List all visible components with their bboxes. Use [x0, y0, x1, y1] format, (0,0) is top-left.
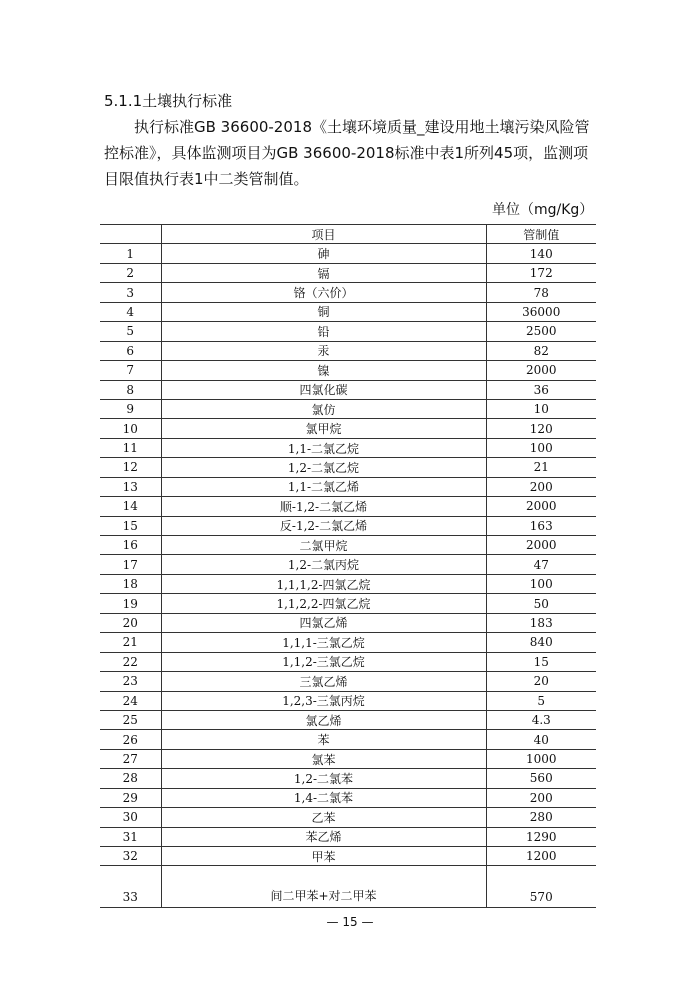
table-row	[100, 847, 596, 866]
table-row	[100, 574, 596, 593]
row-item: 四氯乙烯	[161, 613, 486, 632]
table-row	[100, 283, 596, 302]
row-item: 铬（六价）	[161, 283, 486, 302]
row-limit: 120	[486, 419, 596, 438]
row-number: 21	[100, 633, 161, 652]
row-item: 反-1,2-二氯乙烯	[161, 516, 486, 535]
row-number: 9	[100, 399, 161, 418]
row-number: 8	[100, 380, 161, 399]
row-number: 1	[100, 244, 161, 263]
table-row	[100, 672, 596, 691]
row-number: 31	[100, 827, 161, 846]
row-limit: 200	[486, 788, 596, 807]
table-row	[100, 361, 596, 380]
row-item: 甲苯	[161, 847, 486, 866]
row-number: 11	[100, 438, 161, 457]
row-limit: 1000	[486, 749, 596, 768]
row-item: 氯仿	[161, 399, 486, 418]
row-number: 14	[100, 497, 161, 516]
row-item: 1,4-二氯苯	[161, 788, 486, 807]
standard-description	[104, 114, 594, 192]
row-number: 22	[100, 652, 161, 671]
row-item: 1,1,1-三氯乙烷	[161, 633, 486, 652]
row-limit: 2000	[486, 536, 596, 555]
row-limit: 21	[486, 458, 596, 477]
row-number: 6	[100, 341, 161, 360]
row-number: 32	[100, 847, 161, 866]
row-number: 26	[100, 730, 161, 749]
limit-values-table	[100, 224, 596, 908]
row-number: 5	[100, 322, 161, 341]
row-item: 1,2-二氯乙烷	[161, 458, 486, 477]
row-item: 乙苯	[161, 808, 486, 827]
table-row	[100, 438, 596, 457]
row-number: 27	[100, 749, 161, 768]
row-number: 12	[100, 458, 161, 477]
row-item: 1,1-二氯乙烯	[161, 477, 486, 496]
row-limit: 183	[486, 613, 596, 632]
row-limit: 100	[486, 438, 596, 457]
table-row	[100, 652, 596, 671]
table-row	[100, 419, 596, 438]
row-item: 1,1-二氯乙烷	[161, 438, 486, 457]
header-number	[100, 225, 161, 244]
row-number: 28	[100, 769, 161, 788]
row-limit: 200	[486, 477, 596, 496]
row-item: 1,1,1,2-四氯乙烷	[161, 574, 486, 593]
row-number: 19	[100, 594, 161, 613]
table-row	[100, 536, 596, 555]
row-item: 1,1,2,2-四氯乙烷	[161, 594, 486, 613]
section-heading: 5.1.1土壤执行标准	[104, 92, 233, 110]
page-number: — 15 —	[326, 915, 374, 929]
table-row	[100, 769, 596, 788]
row-item: 二氯甲烷	[161, 536, 486, 555]
table-row	[100, 613, 596, 632]
row-item: 1,2,3-三氯丙烷	[161, 691, 486, 710]
row-item: 四氯化碳	[161, 380, 486, 399]
row-number: 18	[100, 574, 161, 593]
row-item: 氯乙烯	[161, 710, 486, 729]
row-limit: 2500	[486, 322, 596, 341]
table-row	[100, 866, 596, 908]
table-row	[100, 555, 596, 574]
row-number: 17	[100, 555, 161, 574]
row-limit: 10	[486, 399, 596, 418]
row-item: 苯	[161, 730, 486, 749]
row-number: 4	[100, 302, 161, 321]
table-row	[100, 594, 596, 613]
row-limit: 82	[486, 341, 596, 360]
row-limit: 78	[486, 283, 596, 302]
table-row	[100, 322, 596, 341]
row-limit: 172	[486, 263, 596, 282]
row-item: 1,1,2-三氯乙烷	[161, 652, 486, 671]
row-number: 24	[100, 691, 161, 710]
row-limit: 20	[486, 672, 596, 691]
row-item: 氯甲烷	[161, 419, 486, 438]
table-row	[100, 244, 596, 263]
header-item: 项目	[161, 225, 486, 244]
row-limit: 2000	[486, 497, 596, 516]
row-limit: 2000	[486, 361, 596, 380]
row-limit: 280	[486, 808, 596, 827]
standard-description-text: 执行标准GB 36600-2018《土壤环境质量_建设用地土壤污染风险管控标准》，具体监测项目为GB 36600-2018标准中表1所列45项，监测项目限值执行表1中二类管制值。	[104, 118, 590, 188]
row-number: 7	[100, 361, 161, 380]
row-limit: 140	[486, 244, 596, 263]
unit-label: 单位（mg/Kg）	[492, 202, 594, 218]
row-item: 铅	[161, 322, 486, 341]
table-row	[100, 302, 596, 321]
row-limit: 100	[486, 574, 596, 593]
row-item: 镍	[161, 361, 486, 380]
row-item: 砷	[161, 244, 486, 263]
table-row	[100, 788, 596, 807]
table-row	[100, 341, 596, 360]
row-limit: 40	[486, 730, 596, 749]
row-number: 2	[100, 263, 161, 282]
row-limit: 47	[486, 555, 596, 574]
row-number: 16	[100, 536, 161, 555]
row-number: 25	[100, 710, 161, 729]
row-limit: 50	[486, 594, 596, 613]
row-item: 三氯乙烯	[161, 672, 486, 691]
table-row	[100, 399, 596, 418]
row-item: 顺-1,2-二氯乙烯	[161, 497, 486, 516]
table-row	[100, 730, 596, 749]
row-item: 铜	[161, 302, 486, 321]
row-limit: 1200	[486, 847, 596, 866]
row-item: 间二甲苯+对二甲苯	[161, 866, 486, 908]
row-item: 1,2-二氯丙烷	[161, 555, 486, 574]
header-limit: 管制值	[486, 225, 596, 244]
row-limit: 560	[486, 769, 596, 788]
row-item: 1,2-二氯苯	[161, 769, 486, 788]
row-number: 10	[100, 419, 161, 438]
row-limit: 840	[486, 633, 596, 652]
table-header-row	[100, 225, 596, 244]
row-limit: 4.3	[486, 710, 596, 729]
table-row	[100, 458, 596, 477]
table-row	[100, 827, 596, 846]
row-item: 苯乙烯	[161, 827, 486, 846]
row-limit: 570	[486, 866, 596, 908]
table-row	[100, 516, 596, 535]
row-number: 29	[100, 788, 161, 807]
row-item: 镉	[161, 263, 486, 282]
table-row	[100, 710, 596, 729]
table-row	[100, 808, 596, 827]
table-row	[100, 633, 596, 652]
row-number: 15	[100, 516, 161, 535]
row-limit: 36	[486, 380, 596, 399]
table-row	[100, 691, 596, 710]
table-row	[100, 497, 596, 516]
row-limit: 1290	[486, 827, 596, 846]
table-row	[100, 380, 596, 399]
table-row	[100, 749, 596, 768]
row-number: 13	[100, 477, 161, 496]
row-number: 30	[100, 808, 161, 827]
row-item: 氯苯	[161, 749, 486, 768]
row-number: 3	[100, 283, 161, 302]
row-number: 23	[100, 672, 161, 691]
row-limit: 15	[486, 652, 596, 671]
row-item: 汞	[161, 341, 486, 360]
table-row	[100, 477, 596, 496]
row-number: 33	[100, 866, 161, 908]
table-row	[100, 263, 596, 282]
row-limit: 5	[486, 691, 596, 710]
row-limit: 36000	[486, 302, 596, 321]
row-limit: 163	[486, 516, 596, 535]
row-number: 20	[100, 613, 161, 632]
